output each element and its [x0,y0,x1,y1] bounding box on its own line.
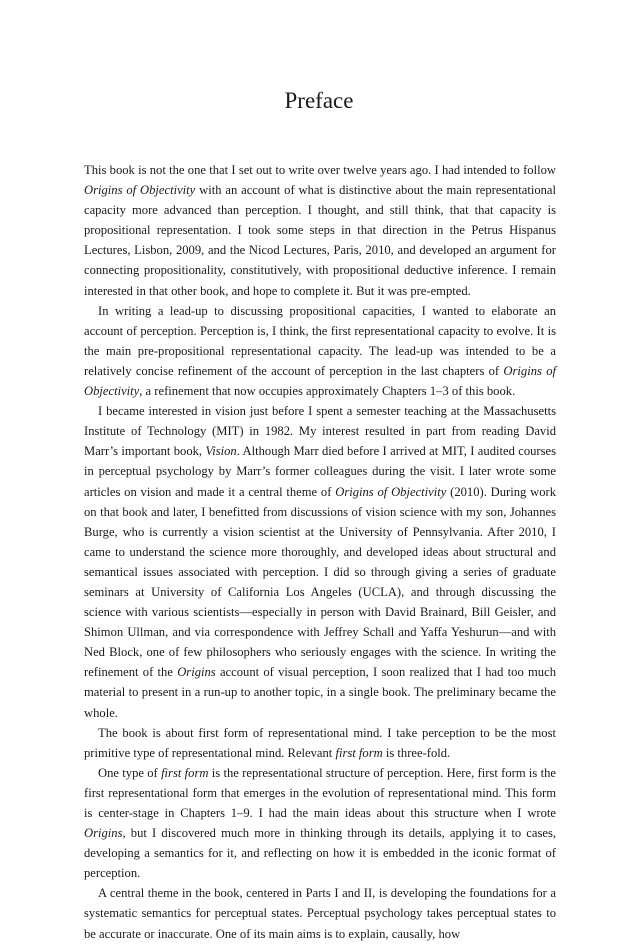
page-title: Preface [284,88,354,113]
paragraph-3 [84,401,556,723]
text-run: One type of [98,765,162,780]
paragraph-6 [84,883,556,943]
text-run: account of visual perception, I soon realized that I had too much material to present in a run-up to another topic, in a single book. The preliminary became the whole. [84,665,556,720]
text-run: In writing a lead-up to discussing propositional capacities, I wanted to elaborate an account of perception. Perception is, I think, the first representational capacity to evolve. It is the main pre-propositional representational capacity. The lead-up was intended to be a relatively concise refinement of the account of perception in the last chapters of [84,303,556,378]
text-run: . Although Marr died before I arrived at MIT, I audited courses in perceptual psychology by Marr’s former colleagues during the visit. I later wrote some articles on vision and made it a central theme of [84,444,557,499]
text-run: (2010). During work on that book and later, I benefitted from discussions of vision science with my son, Johannes Burge, who is currently a vision scientist at the University of Pennsylvania. After 2010, I came to understand the science more thoroughly, and developed ideas about structural and semantical issues associated with perception. I did so through giving a series of graduate seminars at University of California Los Angeles (UCLA), and through discussing the science with various scientists—especially in person with David Brainard, Bill Geisler, and Shimon Ullman, and via correspondence with Jeffrey Schall and Yaffa Yeshurun—and with Ned Block, one of few philosophers who seriously engages with the science. In writing the refinement of the [84,484,557,680]
text-run: is the representational structure of perception. Here, first form is the first representational form that emerges in the evolution of representational mind. This form is center-stage in Chapters 1–9. I had the main ideas about this structure when I wrote [84,765,556,820]
italic-text: Vision [205,444,237,459]
italic-text: Origins of Objectivity [335,484,447,499]
italic-text: first form [161,765,209,780]
text-run: This book is not the one that I set out to write over twelve years ago. I had intended to follow [84,163,556,177]
text-run: A central theme in the book, centered in Parts I and II, is developing the foundations for a systematic semantics for perceptual states. Perceptual psychology takes perceptual states to be accurate or inaccurate. One of its main aims is to explain, causally, how [84,886,556,941]
text-run: is three-fold. [382,745,451,760]
text-run: , a refinement that now occupies approximately Chapters 1–3 of this book. [139,384,516,399]
text-run: with an account of what is distinctive about the main representational capacity more advanced than perception. I thought, and still think, that that capacity is propositional representation. I took some steps in that direction in the Petrus Hispanus Lectures, Lisbon, 2009, and the Nicod Lectures, Paris, 2010, and developed an argument for connecting propositionality, constitutively, with propositional deductive inference. I remain interested in that other book, and hope to complete it. But it was pre-empted. [84,183,557,298]
italic-text: Origins [177,665,216,680]
paragraph-5 [84,763,556,884]
italic-text: Origins of Objectivity [84,363,556,399]
paragraph-4 [84,723,556,763]
italic-text: Origins of Objectivity [84,183,196,198]
preface-body [84,160,556,944]
paragraph-1 [84,160,556,301]
text-run: I became interested in vision just before I spent a semester teaching at the Massachusetts Institute of Technology (MIT) in 1982. My interest resulted in part from reading David Marr’s important book, [84,404,556,459]
text-run: , but I discovered much more in thinking through its details, applying it to cases, developing a semantics for it, and reflecting on how it is embedded in the iconic format of perception. [84,826,556,881]
italic-text: first form [335,745,383,760]
paragraph-2 [84,301,556,401]
text-run: The book is about first form of representational mind. I take perception to be the most primitive type of representational mind. Relevant [84,725,556,760]
italic-text: Origins [84,826,123,841]
